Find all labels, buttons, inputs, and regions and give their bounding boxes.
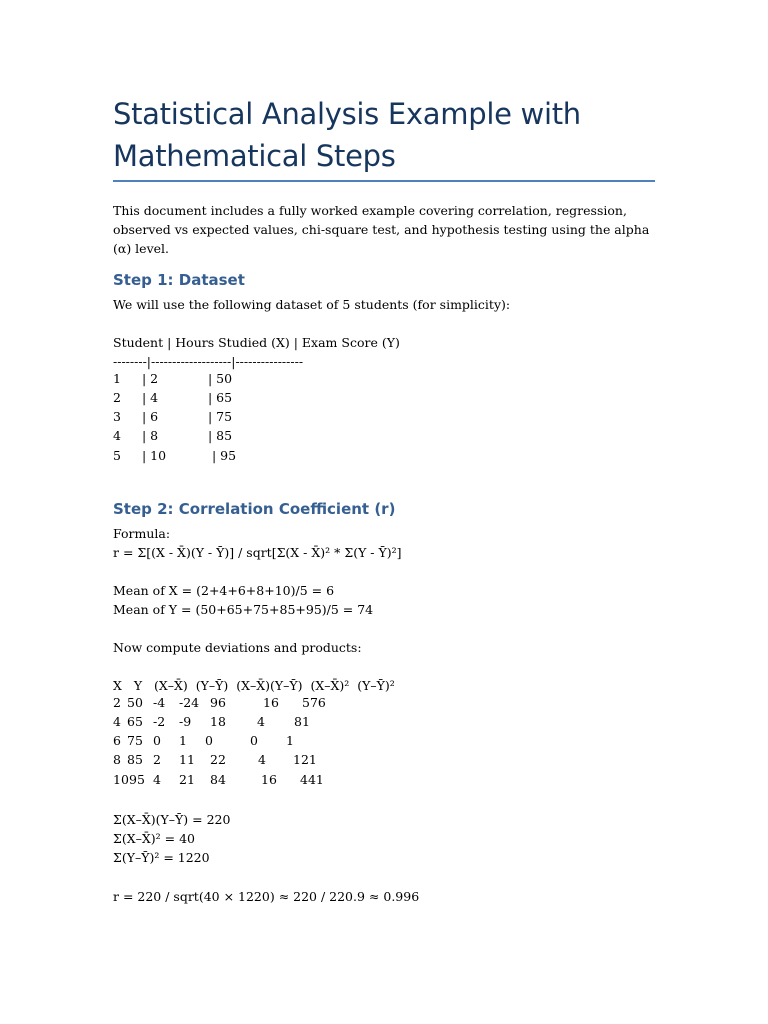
deviation-dx-squared: 4 <box>258 752 266 767</box>
deviation-x: 8 <box>113 752 121 767</box>
intro-paragraph: This document includes a fully worked example covering correlation, regression, observed vs expected values, chi-square test, and hypothesis testing using the alpha (α) level. <box>113 203 650 256</box>
title-underline <box>113 180 655 182</box>
dataset-student: 5 <box>113 448 121 463</box>
formula-label: Formula: <box>113 526 171 541</box>
deviation-y: 75 <box>127 733 143 748</box>
dataset-hours: | 4 <box>142 390 159 405</box>
dataset-score: | 50 <box>208 371 233 386</box>
dataset-hours: | 6 <box>142 409 159 424</box>
dataset-score: | 65 <box>208 390 233 405</box>
dataset-hours: | 2 <box>142 371 159 386</box>
sum-xx: Σ(X–X̄)² = 40 <box>113 831 195 846</box>
deviation-dx: -2 <box>153 714 166 729</box>
dataset-table-separator: --------|-------------------|---------------- <box>113 354 304 369</box>
deviation-x: 6 <box>113 733 121 748</box>
deviation-dy-squared: 81 <box>294 714 310 729</box>
deviation-dx: 0 <box>153 733 161 748</box>
dataset-student: 3 <box>113 409 121 424</box>
deviation-dy: 11 <box>179 752 195 767</box>
deviation-y: 50 <box>127 695 143 710</box>
deviation-product: 18 <box>210 714 226 729</box>
deviation-dx-squared: 16 <box>263 695 279 710</box>
deviation-product: 96 <box>210 695 226 710</box>
deviation-dy: -9 <box>179 714 192 729</box>
deviation-dx: 4 <box>153 772 161 787</box>
dataset-table-header: Student | Hours Studied (X) | Exam Score (Y) <box>113 335 400 350</box>
step2-heading: Step 2: Correlation Coefficient (r) <box>113 500 396 518</box>
deviation-dx-squared: 0 <box>250 733 258 748</box>
correlation-formula: r = Σ[(X - X̄)(Y - Ȳ)] / sqrt[Σ(X - X̄)² * Σ(Y - Ȳ)²] <box>113 545 402 560</box>
deviation-dy-squared: 441 <box>300 772 324 787</box>
deviation-y: 65 <box>127 714 143 729</box>
correlation-result: r = 220 / sqrt(40 × 1220) ≈ 220 / 220.9 ≈ 0.996 <box>113 889 420 904</box>
deviation-product: 0 <box>205 733 213 748</box>
document-title: Statistical Analysis Example with Mathematical Steps <box>113 97 581 173</box>
deviation-x: 2 <box>113 695 121 710</box>
dataset-student: 1 <box>113 371 121 386</box>
compute-note: Now compute deviations and products: <box>113 640 362 655</box>
dataset-score: | 75 <box>208 409 233 424</box>
dataset-student: 4 <box>113 428 121 443</box>
step1-heading: Step 1: Dataset <box>113 271 245 289</box>
dataset-hours: | 8 <box>142 428 159 443</box>
dataset-hours: | 10 <box>142 448 167 463</box>
deviation-product: 22 <box>210 752 226 767</box>
mean-y: Mean of Y = (50+65+75+85+95)/5 = 74 <box>113 602 374 617</box>
deviation-dy: -24 <box>179 695 200 710</box>
deviation-x: 10 <box>113 772 129 787</box>
deviation-y: 95 <box>129 772 145 787</box>
deviation-dy-squared: 1 <box>286 733 294 748</box>
deviation-dy-squared: 576 <box>302 695 326 710</box>
deviation-dy: 1 <box>179 733 187 748</box>
deviation-dy: 21 <box>179 772 195 787</box>
deviation-dx: 2 <box>153 752 161 767</box>
deviation-x: 4 <box>113 714 121 729</box>
deviation-table-header: X Y (X–X̄) (Y–Ȳ) (X–X̄)(Y–Ȳ) (X–X̄)² (Y–Ȳ)² <box>113 678 395 693</box>
dataset-student: 2 <box>113 390 121 405</box>
deviation-dy-squared: 121 <box>293 752 317 767</box>
dataset-score: | 95 <box>212 448 237 463</box>
deviation-product: 84 <box>210 772 226 787</box>
step1-description: We will use the following dataset of 5 students (for simplicity): <box>113 297 511 312</box>
deviation-dx: -4 <box>153 695 166 710</box>
sum-yy: Σ(Y–Ȳ)² = 1220 <box>113 850 210 865</box>
dataset-score: | 85 <box>208 428 233 443</box>
deviation-y: 85 <box>127 752 143 767</box>
mean-x: Mean of X = (2+4+6+8+10)/5 = 6 <box>113 583 335 598</box>
sum-xy: Σ(X–X̄)(Y–Ȳ) = 220 <box>113 812 231 827</box>
deviation-dx-squared: 16 <box>261 772 277 787</box>
deviation-dx-squared: 4 <box>257 714 265 729</box>
